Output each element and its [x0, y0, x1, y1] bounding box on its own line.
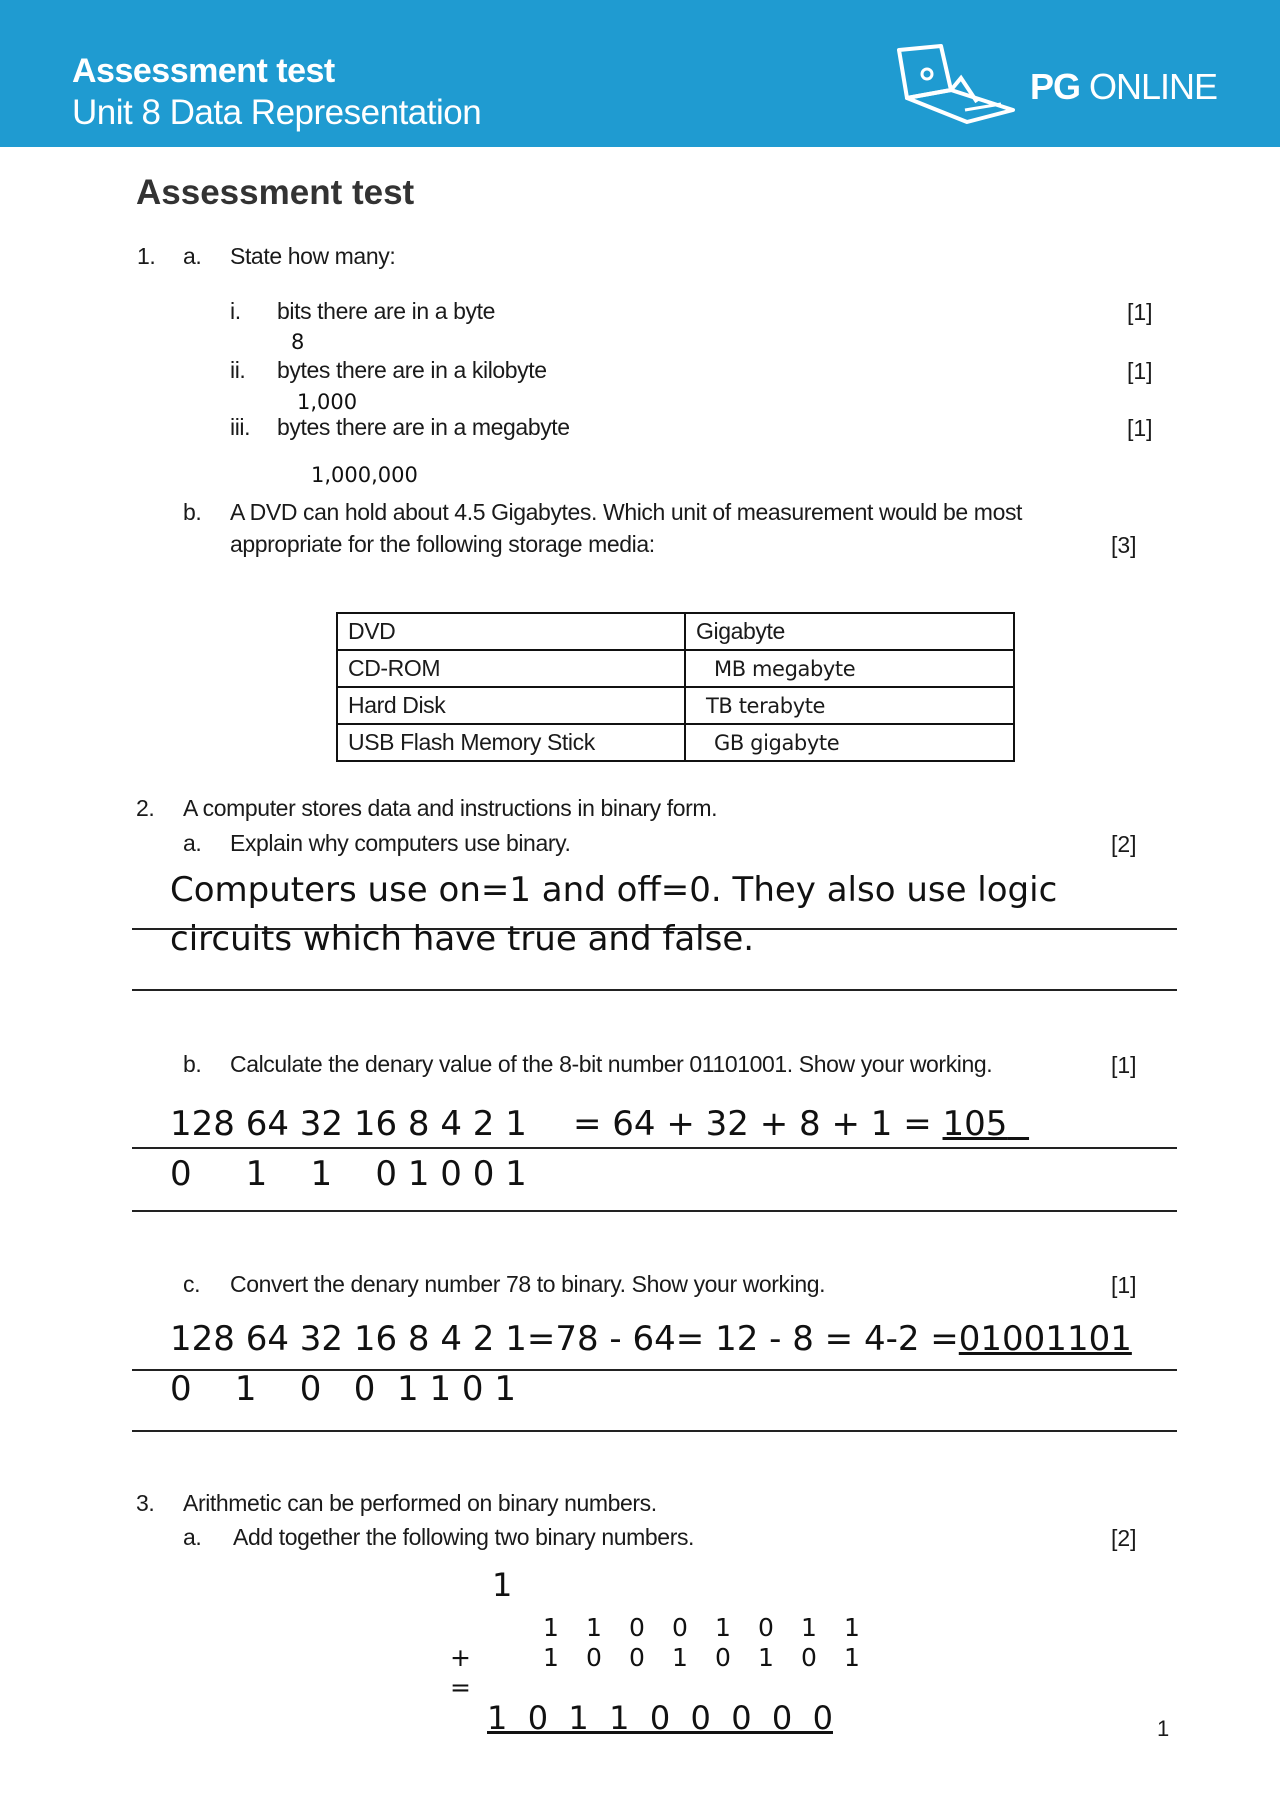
binary-digit: 1	[844, 1643, 860, 1672]
binary-digit: 1	[586, 1613, 602, 1642]
q1a-ii-mark: [1]	[1127, 358, 1153, 384]
table-row	[337, 724, 1014, 761]
binary-digit: 1	[543, 1643, 559, 1672]
binary-digit: 1	[801, 1613, 817, 1642]
q1a-iii-mark: [1]	[1127, 415, 1153, 441]
q3a-row2	[543, 1643, 887, 1672]
q2a-mark: [2]	[1111, 831, 1137, 857]
unit-cell: Gigabyte	[685, 613, 1014, 650]
binary-digit: 0	[715, 1643, 731, 1672]
binary-digit: 1	[715, 1613, 731, 1642]
q1a-label: a.	[183, 243, 202, 269]
storage-media-table	[336, 612, 1015, 762]
media-cell: CD-ROM	[337, 650, 685, 687]
q2b-working-place-values: 128 64 32 16 8 4 2 1	[170, 1104, 527, 1144]
plus-sign: +	[450, 1643, 471, 1672]
banner-subtitle: Unit 8 Data Representation	[72, 93, 482, 132]
unit-answer-cell: MB megabyte	[685, 650, 1014, 687]
q2a-label: a.	[183, 830, 202, 856]
q1a-iii-label: iii.	[230, 414, 251, 440]
q1b-text-line1: A DVD can hold about 4.5 Gigabytes. Which unit of measurement would be most	[230, 499, 1023, 525]
q3a-row1	[543, 1613, 887, 1642]
media-cell: Hard Disk	[337, 687, 685, 724]
q3a-answer: 1 0 1 1 0 0 0 0 0	[487, 1699, 833, 1737]
q1a-i-mark: [1]	[1127, 299, 1153, 325]
q2b-working-sum: = 64 + 32 + 8 + 1 = 105	[573, 1104, 1008, 1144]
binary-digit: 0	[629, 1613, 645, 1642]
page-heading: Assessment test	[136, 173, 415, 212]
answer-line	[132, 989, 1177, 991]
q1a-iii-answer: 1,000,000	[311, 463, 418, 487]
q1b-mark: [3]	[1111, 532, 1137, 558]
q3a-text: Add together the following two binary numbers.	[233, 1524, 695, 1550]
page-number: 1	[1157, 1716, 1170, 1741]
q3-number: 3.	[136, 1490, 155, 1516]
answer-line	[132, 1430, 1177, 1432]
q2c-result: 01001101	[958, 1319, 1132, 1359]
binary-digit: 0	[758, 1613, 774, 1642]
q1a-i-text: bits there are in a byte	[277, 298, 495, 324]
binary-digit: 1	[543, 1613, 559, 1642]
q2a-answer-line2: circuits which have true and false.	[170, 919, 755, 959]
q2b-label: b.	[183, 1051, 202, 1077]
q2c-working-bits: 0 1 0 0 1 1 0 1	[170, 1369, 516, 1409]
q1a-i-label: i.	[230, 298, 241, 324]
q2b-working-bits: 0 1 1 0 1 0 0 1	[170, 1154, 527, 1194]
binary-digit: 0	[672, 1613, 688, 1642]
q1a-text: State how many:	[230, 243, 396, 269]
q1b-label: b.	[183, 499, 202, 525]
q2c-text: Convert the denary number 78 to binary. Show your working.	[230, 1271, 826, 1297]
table-row	[337, 613, 1014, 650]
q1a-iii-text: bytes there are in a megabyte	[277, 414, 570, 440]
binary-digit: 1	[844, 1613, 860, 1642]
q2c-mark: [1]	[1111, 1272, 1137, 1298]
q2-number: 2.	[136, 795, 155, 821]
q3a-label: a.	[183, 1524, 202, 1550]
q1a-ii-text: bytes there are in a kilobyte	[277, 357, 547, 383]
equals-sign: =	[450, 1673, 471, 1702]
table-row	[337, 650, 1014, 687]
brand-name: PG ONLINE	[1030, 66, 1218, 107]
unit-answer-cell: GB gigabyte	[685, 724, 1014, 761]
q3a-mark: [2]	[1111, 1525, 1137, 1551]
q3-intro: Arithmetic can be performed on binary numbers.	[183, 1490, 657, 1516]
q1a-ii-answer: 1,000	[297, 390, 358, 414]
binary-digit: 0	[629, 1643, 645, 1672]
q2-intro: A computer stores data and instructions in binary form.	[183, 795, 718, 821]
q1b-text-line2: appropriate for the following storage media:	[230, 531, 655, 557]
q2c-label: c.	[183, 1271, 201, 1297]
q2a-text: Explain why computers use binary.	[230, 830, 571, 856]
q2b-text: Calculate the denary value of the 8-bit number 01101001. Show your working.	[230, 1051, 993, 1077]
q2a-answer-line1: Computers use on=1 and off=0. They also use logic	[170, 870, 1058, 910]
binary-digit: 1	[758, 1643, 774, 1672]
q3a-carry: 1	[492, 1566, 513, 1604]
q2b-mark: [1]	[1111, 1052, 1137, 1078]
table-row	[337, 687, 1014, 724]
banner-title: Assessment test	[72, 52, 335, 90]
laptop-logo-icon	[893, 44, 1021, 126]
media-cell: DVD	[337, 613, 685, 650]
binary-digit: 0	[801, 1643, 817, 1672]
binary-digit: 0	[586, 1643, 602, 1672]
q1a-ii-label: ii.	[230, 357, 246, 383]
q2c-working: 128 64 32 16 8 4 2 1=78 - 64= 12 - 8 = 4-2 =01001101	[170, 1319, 1132, 1359]
q2b-result: 105	[942, 1104, 1008, 1144]
header-banner	[0, 0, 1280, 147]
q1a-i-answer: 8	[291, 330, 305, 354]
binary-digit: 1	[672, 1643, 688, 1672]
unit-answer-cell: TB terabyte	[685, 687, 1014, 724]
media-cell: USB Flash Memory Stick	[337, 724, 685, 761]
answer-line	[132, 1210, 1177, 1212]
q1-number: 1.	[137, 243, 156, 269]
answer-line	[132, 1147, 1177, 1149]
